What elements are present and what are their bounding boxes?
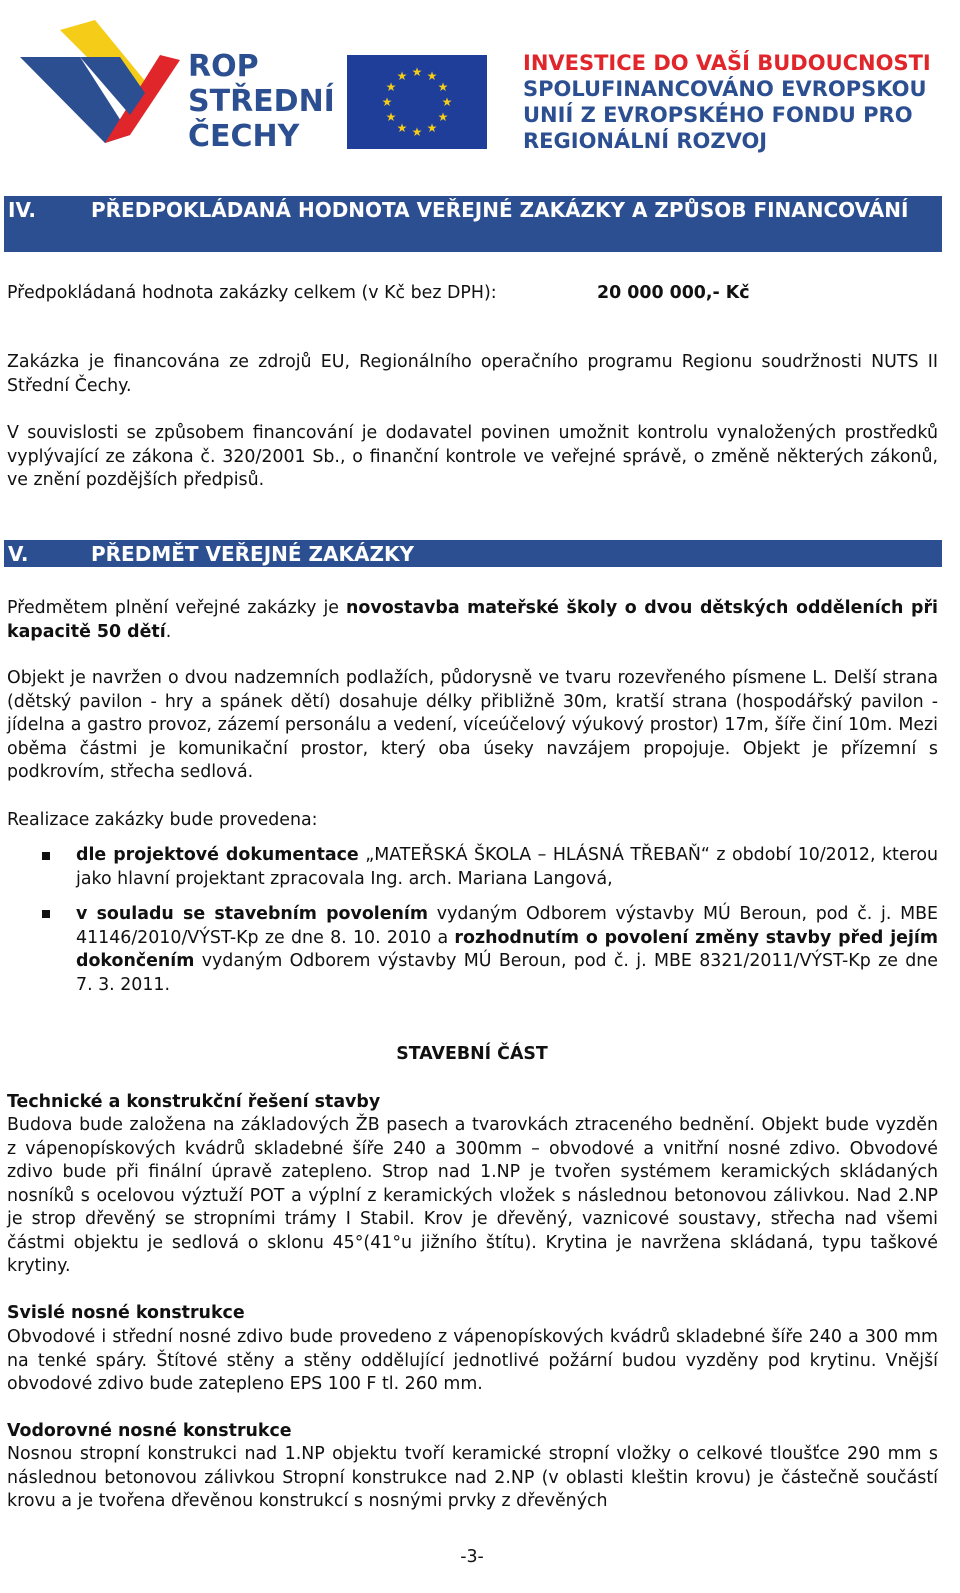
- paragraph: Zakázka je financována ze zdrojů EU, Regionálního operačního programu Regionu soudržnosti NUTS II Střední Čechy.: [7, 352, 938, 396]
- eu-star-icon: ★: [396, 69, 408, 84]
- eu-star-icon: ★: [441, 95, 453, 109]
- investment-line: SPOLUFINANCOVÁNO EVROPSKOU: [523, 77, 927, 101]
- subsection-heading: Technické a konstrukční řešení stavby: [7, 1092, 381, 1112]
- bold-text: dle projektové dokumentace: [76, 845, 359, 865]
- paragraph: Obvodové i střední nosné zdivo bude provedeno z vápenopískových kvádrů skladebné šíře 240 a 300 mm na tenké spáry. Štítové stěny a stěny oddělující jednotlivé požární budou vyzděny pod krytinu. Vnější obvodové zdivo bude zatepleno EPS 100 F tl. 260 mm.: [7, 1327, 938, 1394]
- investment-text: [523, 50, 943, 154]
- bold-text: novostavba mateřské školy o dvou dětských odděleních při kapacitě 50 dětí: [7, 598, 938, 642]
- bold-text: rozhodnutím o povolení změny stavby před jejím dokončením: [76, 927, 938, 971]
- investment-line: UNIÍ Z EVROPSKÉHO FONDU PRO: [523, 103, 913, 127]
- rop-logo: [20, 15, 335, 155]
- section-title: PŘEDMĚT VEŘEJNÉ ZAKÁZKY: [91, 542, 414, 566]
- section-title: PŘEDPOKLÁDANÁ HODNOTA VEŘEJNÉ ZAKÁZKY A ZPŮSOB FINANCOVÁNÍ: [91, 198, 909, 222]
- paragraph: Budova bude založena na základových ŽB pasech a tvarovkách ztraceného bednění. Objekt bude vyzděn z vápenopískových kvádrů skladebné šíře 240 a 300mm – obvodové a vnitřní nosné zdivo. Obvodové zdivo bude při finální úpravě zatepleno. Strop nad 1.NP je tvořen systémem keramických skládaných nosníků s ocelovou výztuží POT a výplní z keramických vložek s následnou betonovou zálivkou. Nad 2.NP je strop dřevěný se stropními trámy I Stabil. Krov je dřevěný, vaznicové soustavy, střecha nad všemi částmi objektu je sedlová o sklonu 45°(41°u jižního štítu). Krytina je navržena skládaná, typu taškové krytiny.: [7, 1115, 938, 1276]
- section-number: V.: [8, 542, 29, 566]
- eu-stars-icon: [347, 55, 487, 149]
- rop-logo-line: ROP: [188, 49, 259, 84]
- bold-text: v souladu se stavebním povolením: [76, 904, 429, 924]
- eu-star-icon: ★: [426, 120, 438, 135]
- eu-star-icon: ★: [396, 120, 408, 135]
- section-number: IV.: [8, 198, 36, 222]
- paragraph: Objekt je navržen o dvou nadzemních podlažích, půdorysně ve tvaru rozevřeného písmene L. Delší strana (dětský pavilon - hry a spánek dětí) dosahuje délky přibližně 30m, kratší strana (hospodářský pavilon - jídelna a gastro provoz, zázemí personálu a vedení, víceúčelový výukový prostor) 17m, šíře činí 10m. Mezi oběma částmi je komunikační prostor, který oba úseky navzájem propojuje. Objekt je přízemní s podkrovím, střecha sedlová.: [7, 668, 938, 782]
- text-span: vydaným Odborem výstavby MÚ Beroun, pod č. j. MBE 41146/2010/VÝST-Kp ze dne 8. 10. 2010 a: [76, 904, 938, 948]
- bullet-icon: [42, 910, 50, 918]
- paragraph: Realizace zakázky bude provedena:: [7, 810, 318, 830]
- paragraph: Nosnou stropní konstrukci nad 1.NP objektu tvoří keramické stropní vložky o celkové tloušťce 290 mm s následnou betonovou zálivkou Stropní konstrukce nad 2.NP (v oblasti kleštin krovu) je částečně součástí krovu a je tvořena dřevěnou konstrukcí s nosnými prvky z dřevěných: [7, 1444, 938, 1511]
- section-header: [4, 196, 942, 252]
- paragraph: [7, 597, 938, 644]
- section-header: [4, 540, 942, 567]
- rop-logo-line: ČECHY: [188, 119, 300, 154]
- paragraph: V souvislosti se způsobem financování je dodavatel povinen umožnit kontrolu vynaložených prostředků vyplývající ze zákona č. 320/2001 Sb., o finanční kontrole ve veřejné správě, o změně některých zákonů, ve znění pozdějších předpisů.: [7, 423, 938, 490]
- subsection-heading: Vodorovné nosné konstrukce: [7, 1421, 292, 1441]
- eu-star-icon: ★: [385, 110, 397, 124]
- list-item: [76, 844, 938, 891]
- value-label: Předpokládaná hodnota zakázky celkem (v Kč bez DPH):: [7, 283, 497, 303]
- rop-logo-mark-icon: [20, 15, 180, 155]
- investment-line: INVESTICE DO VAŠÍ BUDOUCNOSTI: [523, 51, 931, 75]
- text-span: .: [165, 621, 172, 642]
- bullet-icon: [42, 852, 50, 860]
- rop-logo-line: STŘEDNÍ: [188, 84, 335, 119]
- page-number: -3-: [460, 1547, 484, 1567]
- eu-star-icon: ★: [411, 125, 423, 139]
- value-amount: 20 000 000,- Kč: [597, 283, 750, 303]
- eu-star-icon: ★: [426, 69, 438, 84]
- subsection-heading: Svislé nosné konstrukce: [7, 1303, 245, 1323]
- part-heading: STAVEBNÍ ČÁST: [396, 1044, 548, 1064]
- text-span: „MATEŘSKÁ ŠKOLA – HLÁSNÁ TŘEBAŇ“ z období 10/2012, kterou jako hlavní projektant zpracovala Ing. arch. Mariana Langová,: [76, 845, 938, 889]
- investment-line: REGIONÁLNÍ ROZVOJ: [523, 129, 768, 153]
- eu-star-icon: ★: [385, 80, 397, 94]
- text-span: Předmětem plnění veřejné zakázky je: [7, 598, 347, 618]
- eu-star-icon: ★: [381, 95, 393, 109]
- eu-star-icon: ★: [437, 110, 449, 124]
- eu-star-icon: ★: [437, 80, 449, 94]
- eu-flag: [347, 55, 487, 149]
- text-span: vydaným Odborem výstavby MÚ Beroun, pod č. j. MBE 8321/2011/VÝST-Kp ze dne 7. 3. 2011.: [76, 951, 938, 995]
- eu-star-icon: ★: [411, 65, 423, 79]
- list-item: [76, 903, 938, 997]
